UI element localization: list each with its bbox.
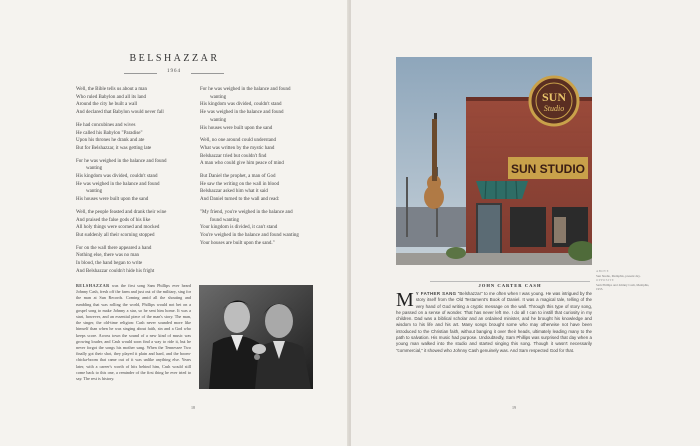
lyric-line: Belshazzar tried but couldn't find	[200, 153, 267, 159]
essay-paragraph	[396, 291, 592, 354]
lyric-line: And Belshazzar couldn't hide his fright	[76, 268, 155, 274]
lyric-line: Upon his thrones he drank and ate	[76, 138, 145, 144]
lyric-line: What was written by the mystic hand	[200, 145, 275, 151]
lyric-line: Who ruled Babylon and all its land	[76, 94, 146, 100]
lyric-line: His kingdom was divided, couldn't stand	[76, 174, 158, 180]
sign-bottom-text: Studio	[543, 104, 565, 113]
lyric-line: For he was weighed in the balance and found	[76, 158, 167, 164]
lyric-line: And praised the false gods of his like	[76, 217, 151, 223]
lyric-line: "My friend, you're weighed in the balance and	[200, 209, 293, 215]
caption-text-above: Sun Studio, Memphis, present day.	[596, 273, 641, 278]
intro-lead: BELSHAZZAR	[76, 283, 110, 288]
lyric-line: He called his Babylon "Paradise"	[76, 130, 143, 136]
lyric-line: His kingdom was divided, couldn't stand	[200, 102, 282, 108]
lyric-line: But Daniel the prophet, a man of God	[200, 174, 276, 180]
lyric-line: Belshazzar asked him what it said	[200, 189, 268, 195]
lyric-line: And Daniel turned to the wall and read:	[200, 197, 280, 203]
lyric-line: Well, the Bible tells us about a man	[76, 87, 147, 92]
song-title: BELSHAZZAR	[129, 53, 220, 64]
lyric-line: found wanting	[210, 217, 240, 223]
facade-sign-text: SUN STUDIO	[510, 162, 586, 176]
lyric-line: Well, no one around could understand	[200, 138, 276, 144]
intro-text: was the first song Sam Phillips ever heard Johnny Cash, fresh off the farm and just out of the military, sing for the man at Sun Records. Coming amid all the shouting and rumbling that was rolling the world, Phillips would not bet on a gospel song to make Johnny a star, so he sent him home. It was a start, however, and an essential piece of the man's story. The man, the singer, the old-time religion: Cash never sounded more like himself than when he was singing about faith, sin and a God who keeps score. Across town the sound of a new kind of music was growing louder, and Cash would soon find a way to ride it, but he never forgot the songs his mother sang. When the Tennessee Two finally got their shot, they played it plain and hard, and the boom-chicka-boom that came out of it was unlike anything else. Years later, with a career's worth of hits behind him, Cash would still come back to this one, a reminder of the first thing he ever tried to say. The rest is history.	[76, 283, 191, 382]
cash-phillips-photo	[199, 285, 313, 389]
lyric-line: wanting	[210, 117, 227, 123]
lyric-line: But for Belshazzar, it was getting late	[76, 145, 152, 151]
essay-text: "Belshazzar" to me often when I was young. He was intrigued by the story itself from the Old Testament's Book of Daniel. It was a magical tale, telling of the very hand of God writing a cryptic message on the wall. Through this type of story song, he passed on a sense of wonder. That has never left me. I do all I can to instill that curiosity in my children. Dad was a biblical scholar and an ordained minister, and he brought his knowledge and wisdom to his life and his art. Many songs brought some who may otherwise not have been introduced to the Christian faith, without banging it over their heads, ultimately leading many to the path to salvation. His music had purpose. Undoubtedly, Sam Phillips was surprised that day when a young man walked into the studio and started singing this song. Though it wasn't necessarily "commercial," it showed who Johnny Cash genuinely was. And Sam respected God for that.	[396, 291, 592, 353]
lyric-line: wanting	[210, 94, 227, 100]
lyric-line: And declared that Babylon would never fall	[76, 110, 164, 116]
lyric-line: In blood, the hand began to write	[76, 261, 143, 267]
photo-caption	[596, 269, 656, 292]
lyric-line: Your kingdom is divided, it can't stand	[200, 225, 278, 231]
byline-rule	[430, 281, 590, 282]
lyrics-column-1	[76, 86, 167, 275]
lyric-line: His houses were built upon the sand	[76, 197, 149, 203]
caption-label-above: ABOVE	[596, 269, 609, 273]
intro-paragraph	[76, 283, 191, 382]
caption-label-opposite: OPPOSITE	[596, 278, 615, 283]
sign-top-text: SUN	[541, 90, 567, 104]
lyrics-column-2	[200, 86, 299, 247]
lyric-line: But suddenly all their scorning stopped	[76, 232, 155, 238]
lyric-line: Nothing else, there was no man	[76, 253, 140, 259]
lyric-line: For he was weighed in the balance and found	[200, 87, 291, 92]
lyric-line: wanting	[86, 189, 103, 195]
lyric-line: His houses were built upon the sand	[200, 125, 273, 131]
lyric-line: Your houses are built upon the sand."	[200, 240, 275, 246]
sun-studio-photo	[396, 57, 592, 265]
lyric-line: He was weighed in the balance and found	[76, 181, 160, 187]
lyric-line: He saw the writing on the wall in blood	[200, 181, 280, 187]
lyric-line: You're weighed in the balance and found wanting	[200, 232, 299, 238]
essay-lead: Y FATHER SANG	[415, 291, 457, 296]
essay-byline: JOHN CARTER CASH	[478, 283, 542, 288]
lyric-line: He had concubines and wives	[76, 122, 136, 128]
left-page	[0, 0, 349, 446]
page-number-left: 18	[191, 405, 195, 410]
song-year: 1964	[157, 69, 191, 74]
lyric-line: He was weighed in the balance and found	[200, 110, 284, 116]
page-number-right: 19	[512, 405, 516, 410]
lyric-line: Well, the people feasted and drank their wine	[76, 209, 167, 215]
caption-text-opposite: Sam Phillips and Johnny Cash, Memphis, 1955.	[596, 282, 650, 292]
lyric-line: A man who could give him peace of mind	[200, 161, 284, 167]
lyric-line: All holy things were scorned and mocked	[76, 225, 160, 231]
lyric-line: Around the city he built a wall	[76, 102, 138, 108]
lyric-line: wanting	[86, 166, 103, 172]
drop-cap: M	[396, 289, 414, 311]
lyric-line: For on the wall there appeared a hand	[76, 245, 152, 251]
